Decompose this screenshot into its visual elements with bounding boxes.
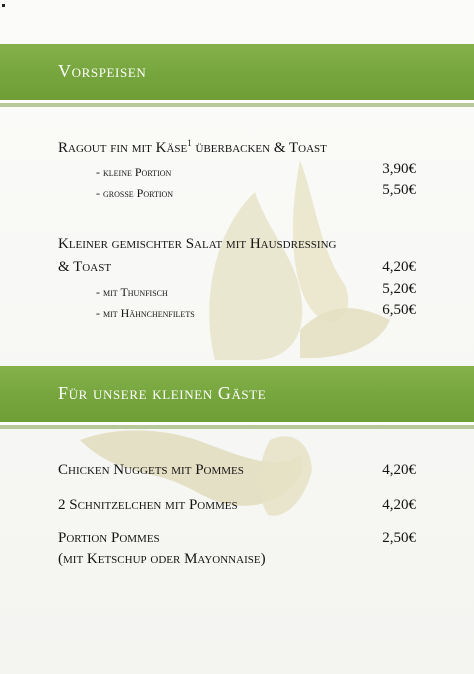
menu-subitem-haehnchenfilets: - mit Hähnchenfilets — [96, 306, 195, 320]
price-salat: 4,20€ — [382, 259, 416, 275]
menu-subitem-grosse-portion: - große Portion — [96, 186, 174, 200]
section-header-band — [0, 44, 474, 103]
menu-item-ragout: Ragout fin mit Käse$^1$ überbacken & Toast — [58, 138, 327, 156]
price-chicken-nuggets: 4,20€ — [382, 462, 416, 478]
menu-subitem-kleine-portion: - kleine Portion — [96, 165, 172, 179]
price-grosse-portion: 5,50€ — [382, 182, 416, 198]
footnote-mark: 1 — [187, 138, 192, 148]
menu-item-chicken-nuggets: Chicken Nuggets mit Pommes — [58, 462, 244, 478]
price-schnitzelchen: 4,20€ — [382, 497, 416, 513]
menu-item-schnitzelchen: 2 Schnitzelchen mit Pommes — [58, 497, 238, 513]
price-thunfisch: 5,20€ — [382, 281, 416, 297]
price-portion-pommes: 2,50€ — [382, 530, 416, 546]
section-title-vorspeisen: Vorspeisen — [58, 61, 147, 81]
menu-subitem-thunfisch: - mit Thunfisch — [96, 285, 168, 299]
section-header-band — [0, 366, 474, 425]
menu-item-note: (mit Ketschup oder Mayonnaise) — [58, 551, 266, 567]
menu-item-salat: Kleiner gemischter Salat mit Hausdressing — [58, 236, 337, 252]
menu-item-portion-pommes: Portion Pommes — [58, 530, 160, 546]
section-title-kleine-gaeste: Für unsere kleinen Gäste — [58, 383, 267, 403]
menu-item-salat-toast: & Toast — [58, 259, 112, 275]
price-kleine-portion: 3,90€ — [382, 161, 416, 177]
price-haehnchenfilets: 6,50€ — [382, 302, 416, 318]
